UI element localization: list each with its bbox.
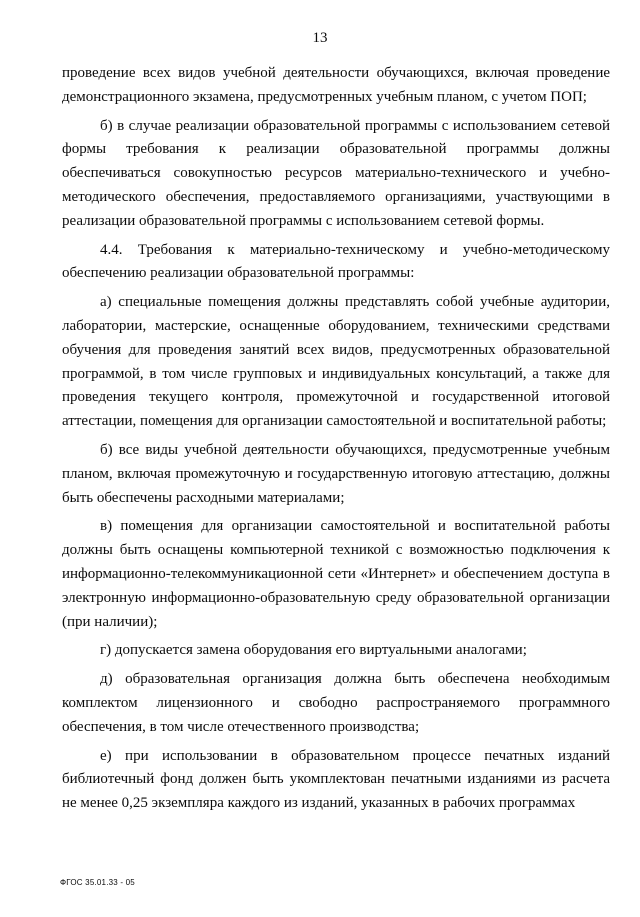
paragraph-b-network-form: б) в случае реализации образовательной программы с использованием сетевой формы требования к реализации образовательной программы должны обеспечиваться совокупностью ресурсов материально-технического и учебно-методического обеспечения, предоставляемого организациями, участвующими в реализации образовательной программы с использованием сетевой формы. — [62, 117, 610, 229]
paragraph-section-4-4: 4.4. Требования к материально-техническому и учебно-методическому обеспечению реализации образовательной программы: — [62, 241, 610, 282]
paragraph-continuation: проведение всех видов учебной деятельности обучающихся, включая проведение демонстрационного экзамена, предусмотренных учебным планом, с учетом ПОП; — [62, 65, 610, 105]
paragraph-d-software: д) образовательная организация должна быть обеспечена необходимым комплектом лицензионного и свободно распространяемого программного обеспечения, в том числе отечественного производства; — [62, 671, 610, 735]
document-body — [62, 62, 610, 821]
paragraph-v-computer-equipment: в) помещения для организации самостоятельной и воспитательной работы должны быть оснащены компьютерной техникой с возможностью подключения к информационно-телекоммуникационной сети «Интернет» и обеспечением доступа в электронную информационно-образовательную среду образовательной организации (при наличии); — [62, 518, 610, 630]
document-footer-code: ФГОС 35.01.33 - 05 — [60, 878, 135, 887]
paragraph-e-library-fund: е) при использовании в образовательном процессе печатных изданий библиотечный фонд должен быть укомплектован печатными изданиями из расчета не менее 0,25 экземпляра каждого из изданий, указанных в рабочих программах — [62, 747, 610, 812]
page-number: 13 — [312, 30, 328, 46]
paragraph-g-virtual-analogs: г) допускается замена оборудования его виртуальными аналогами; — [100, 642, 527, 659]
paragraph-b-consumables: б) все виды учебной деятельности обучающихся, предусмотренные учебным планом, включая промежуточную и государственную итоговую аттестацию, должны быть обеспечены расходными материалами; — [62, 441, 610, 506]
paragraph-a-special-rooms: а) специальные помещения должны представлять собой учебные аудитории, лаборатории, мастерские, оснащенные оборудованием, техническими средствами обучения для проведения занятий всех видов, предусмотренных образовательной программой, в том числе групповых и индивидуальных консультаций, а также для проведения текущего контроля, промежуточной и государственной итоговой аттестации, помещения для организации самостоятельной и воспитательной работы; — [62, 294, 610, 430]
